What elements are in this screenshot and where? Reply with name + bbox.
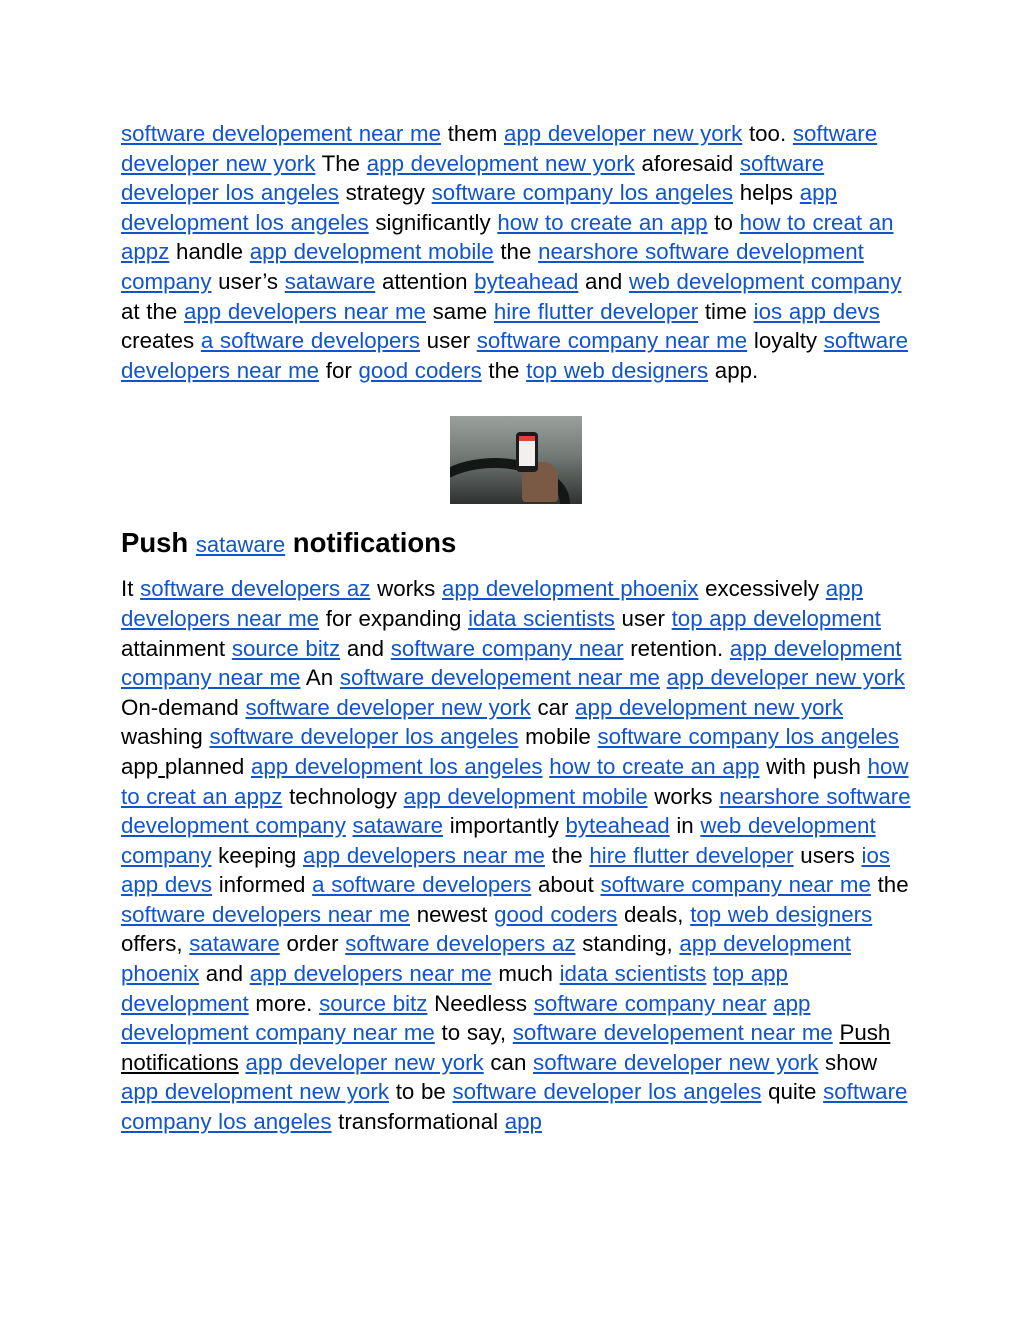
inline-link[interactable]: software developers near me (121, 901, 411, 927)
inline-link[interactable]: byteahead (474, 268, 579, 294)
body-text: user’s (211, 268, 285, 294)
inline-link[interactable]: software developer new york (533, 1049, 819, 1075)
inline-link[interactable]: software company los angeles (597, 724, 899, 750)
body-text: loyalty (747, 328, 824, 354)
body-text: planned (164, 753, 251, 779)
body-text: strategy (338, 180, 432, 206)
body-text: transformational (331, 1109, 505, 1135)
body-text (346, 813, 353, 838)
inline-link[interactable]: idata scientists (559, 961, 707, 987)
inline-link[interactable]: software developement near me (512, 1020, 833, 1046)
inline-link[interactable]: app developer new york (504, 121, 743, 146)
body-text: attainment (121, 635, 232, 661)
inline-link[interactable]: how to create an app (549, 753, 760, 779)
inline-link[interactable]: a software developers (312, 872, 532, 898)
body-text: offers, (121, 931, 190, 957)
inline-link[interactable]: nearshore software development company (121, 239, 864, 294)
inline-link[interactable]: Push notifications (121, 1020, 891, 1075)
body-text (833, 1020, 840, 1045)
body-text: and (340, 635, 391, 661)
body-text: order (279, 931, 346, 957)
inline-link[interactable]: app developers near me (302, 842, 545, 868)
inline-link[interactable]: good coders (358, 357, 482, 383)
inline-link[interactable]: app development los angeles (250, 753, 543, 779)
inline-link[interactable]: software developers az (345, 931, 576, 957)
inline-link[interactable]: nearshore software development company (121, 783, 911, 839)
body-text: and (199, 961, 250, 987)
inline-link[interactable]: how to create an app (497, 209, 708, 235)
inline-link[interactable]: software company near me (476, 328, 748, 354)
inline-link[interactable]: top app development (671, 605, 881, 631)
inline-link[interactable]: software company near (533, 990, 767, 1016)
body-text: in (669, 813, 701, 839)
inline-link[interactable]: app development company near me (121, 990, 811, 1046)
inline-link[interactable]: app developers near me (249, 961, 492, 987)
inline-link[interactable]: sataware (189, 931, 280, 957)
body-text: app (121, 753, 159, 779)
body-text: car (530, 694, 576, 720)
body-text: Needless (427, 990, 534, 1016)
inline-link[interactable]: top web designers (526, 357, 709, 383)
body-text: much (491, 961, 560, 987)
inline-link[interactable]: byteahead (565, 813, 670, 839)
inline-link[interactable] (158, 754, 165, 779)
body-text: users (793, 842, 862, 868)
inline-link[interactable]: source bitz (319, 990, 428, 1016)
body-text: the (870, 872, 909, 898)
inline-link[interactable]: software developer los angeles (209, 724, 519, 750)
inline-link[interactable]: web development company (121, 813, 876, 868)
body-text: aforesaid (634, 150, 740, 176)
body-text: washing (121, 724, 210, 750)
inline-link[interactable]: software developement near me (121, 121, 442, 146)
body-text: time (698, 298, 754, 324)
inline-link[interactable]: sataware (284, 268, 376, 294)
inline-link[interactable]: how to creat an appz (121, 753, 909, 809)
inline-link[interactable]: source bitz (231, 635, 341, 661)
document-page (121, 119, 911, 1137)
inline-link[interactable]: top web designers (690, 901, 873, 927)
inline-link[interactable]: software company los angeles (431, 180, 734, 206)
body-text: app. (708, 357, 759, 383)
body-text: On-demand (121, 694, 246, 720)
body-text: too. (742, 121, 793, 146)
inline-link[interactable]: software developers az (140, 576, 371, 602)
inline-link[interactable]: good coders (494, 901, 618, 927)
body-text: technology (282, 783, 404, 809)
heading-text-after: notifications (285, 527, 457, 559)
heading-text-before: Push (121, 527, 196, 559)
inline-link[interactable]: app developers near me (121, 576, 863, 631)
inline-link[interactable]: software developers near me (121, 328, 909, 383)
paragraph-intro (121, 119, 911, 385)
body-text: The (315, 150, 367, 176)
body-text: to (707, 209, 740, 235)
body-text: with push (759, 753, 868, 779)
body-text: mobile (518, 724, 598, 750)
inline-link[interactable]: software developer los angeles (121, 150, 825, 206)
inline-link[interactable]: app developer new york (245, 1049, 484, 1075)
paragraph-push-notifications (121, 574, 911, 1136)
inline-link[interactable]: app development mobile (403, 783, 648, 809)
inline-link[interactable]: software company near me (600, 872, 871, 898)
body-text: newest (410, 901, 495, 927)
body-text: An (300, 665, 340, 691)
body-text: retention. (623, 635, 730, 661)
smartphone-app-bar (519, 436, 535, 441)
body-text: importantly (443, 813, 566, 839)
inline-link[interactable]: hire flutter developer (493, 298, 699, 324)
inline-link[interactable]: app development company near me (121, 635, 902, 691)
inline-link[interactable]: app development mobile (249, 239, 494, 265)
body-text: the (481, 357, 527, 383)
body-text: can (483, 1049, 534, 1075)
body-text: more. (248, 990, 320, 1016)
body-text: keeping (211, 842, 303, 868)
body-text: quite (761, 1079, 824, 1105)
inline-link[interactable]: idata scientists (468, 605, 615, 631)
body-text: handle (169, 239, 250, 265)
inline-link[interactable]: app development new york (121, 1079, 389, 1105)
inline-link[interactable]: ios app devs (121, 842, 891, 898)
inline-link[interactable]: app development phoenix (442, 576, 699, 602)
body-text: at the (121, 298, 184, 324)
body-text: the (493, 239, 539, 265)
body-text: deals, (617, 901, 691, 927)
body-text: for (319, 357, 359, 383)
inline-link[interactable]: ios app devs (753, 298, 880, 324)
body-text: show (818, 1049, 878, 1075)
body-text: for expanding (319, 605, 469, 631)
body-text: creates (121, 328, 201, 354)
inline-link[interactable]: software company near (390, 635, 624, 661)
body-text: significantly (368, 209, 498, 235)
section-heading (121, 526, 911, 562)
body-text: attention (375, 268, 475, 294)
body-text: user (614, 605, 672, 631)
body-text (660, 665, 667, 690)
body-text: It (121, 576, 141, 602)
inline-link[interactable]: app development new york (366, 150, 635, 176)
body-text: to say, (434, 1020, 513, 1046)
inline-link[interactable]: sataware (352, 813, 444, 839)
phone-in-car-photo-icon (450, 416, 582, 504)
body-text: the (544, 842, 590, 868)
body-text: them (441, 121, 504, 146)
inline-link[interactable]: app development new york (575, 694, 844, 720)
inline-link[interactable]: software company los angeles (121, 1079, 908, 1135)
heading-link[interactable]: sataware (195, 532, 286, 558)
inline-link[interactable]: web development company (628, 268, 902, 294)
body-text: user (419, 328, 477, 354)
body-text: works (370, 576, 443, 602)
body-text: to be (389, 1079, 453, 1105)
inline-link[interactable]: software developer new york (121, 121, 878, 176)
inline-link[interactable]: software developer los angeles (452, 1079, 762, 1105)
inline-link[interactable]: software developement near me (339, 665, 660, 691)
inline-link[interactable]: hire flutter developer (589, 842, 794, 868)
body-text: same (425, 298, 494, 324)
body-text: and (578, 268, 629, 294)
inline-link[interactable]: software developer new york (245, 694, 531, 720)
inline-link[interactable]: how to creat an appz (121, 209, 894, 265)
inline-link[interactable]: a software developers (200, 328, 420, 354)
body-text: helps (733, 180, 800, 206)
inline-link[interactable]: app (504, 1109, 542, 1135)
body-text: about (531, 872, 601, 898)
inline-link[interactable]: top app development (121, 961, 788, 1016)
inline-link[interactable]: app development los angeles (121, 180, 837, 235)
inline-link[interactable]: app developer new york (666, 665, 905, 691)
inline-link[interactable]: app development phoenix (121, 931, 851, 987)
body-text: works (647, 783, 720, 809)
body-text: informed (212, 872, 313, 898)
body-text: standing, (575, 931, 680, 957)
body-text: excessively (698, 576, 826, 602)
inline-link[interactable]: app developers near me (183, 298, 426, 324)
